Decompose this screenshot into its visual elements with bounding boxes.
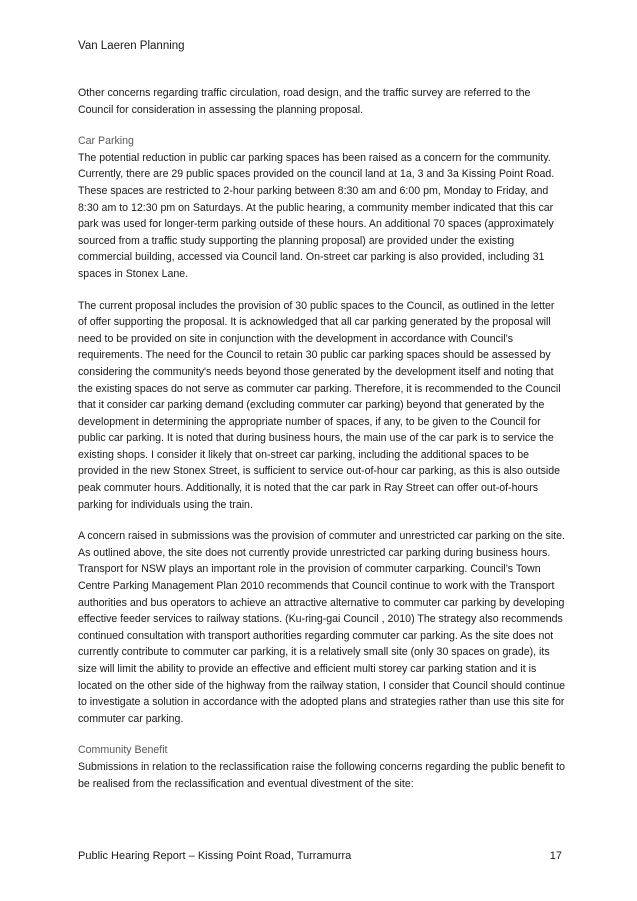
footer-page-number: 17 — [549, 850, 562, 862]
header-company-name: Van Laeren Planning — [78, 40, 185, 52]
community-benefit-heading: Community Benefit — [78, 744, 168, 757]
intro-paragraph: Other concerns regarding traffic circulation, road design, and the traffic survey are referred to the Council for consideration in assessing the planning proposal. — [78, 87, 531, 116]
car-parking-paragraph-1: The potential reduction in public car parking spaces has been raised as a concern for the community. Currently, there are 29 public spaces provided on the council land at 1a, 3 and 3a Kissing Point Road. These spaces are restricted to 2-hour parking between 8:30 am and 6:00 pm, Monday to Friday, and 8:30 am to 12:30 pm on Saturdays. At the public hearing, a community member indicated that this car park was used for longer-term parking outside of these hours. An additional 70 spaces (approximately sourced from a traffic study supporting the planning proposal) are provided under the existing commercial building, accessed via Council land. On-street car parking is also provided, including 31 spaces in Stonex Lane. — [78, 151, 555, 280]
page-body — [78, 85, 566, 807]
footer-report-title: Public Hearing Report – Kissing Point Road, Turramurra — [78, 850, 352, 862]
car-parking-paragraph-2: The current proposal includes the provision of 30 public spaces to the Council, as outlined in the letter of offer supporting the proposal. It is acknowledged that all car parking generated by the proposal will need to be provided on site in conjunction with the development in accordance with Council’s requirements. The need for the Council to retain 30 public car parking spaces should be assessed by considering the community's needs beyond those generated by the development itself and noting that the existing spaces do not serve as commuter car parking. Therefore, it is recommended to the Council that it consider car parking demand (excluding commuter car parking) beyond that generated by the development in determining the appropriate number of spaces, if any, to be given to the Council for public car parking. It is noted that during business hours, the main use of the car park is to service the existing shops. I consider it likely that on-street car parking, including the additional spaces to be provided in the new Stonex Street, is sufficient to service out-of-hour car parking, as this is also outside peak commuter hours. Additionally, it is noted that the car park in Ray Street can offer out-of-hours parking for individuals using the train. — [78, 299, 561, 511]
page-header — [78, 38, 185, 54]
community-benefit-paragraph: Submissions in relation to the reclassification raise the following concerns regarding the public benefit to be realised from the reclassification and eventual divestment of the site: — [78, 760, 565, 790]
page-footer — [78, 848, 562, 864]
car-parking-heading: Car Parking — [78, 135, 134, 148]
car-parking-paragraph-3: A concern raised in submissions was the provision of commuter and unrestricted car parking on the site. As outlined above, the site does not currently provide unrestricted car parking during business hours. Transport for NSW plays an important role in the provision of commuter carparking. Council’s Town Centre Parking Management Plan 2010 recommends that Council continue to work with the Transport authorities and bus operators to achieve an attractive alternative to commuter car parking by developing effective feeder services to railway stations. (Ku-ring-gai Council , 2010) The strategy also recommends continued consultation with transport authorities regarding commuter car parking. As the site does not currently contribute to commuter car parking, it is a relatively small site (only 30 spaces on grade), its size will limit the ability to provide an effective and efficient multi storey car parking station and it is located on the other side of the highway from the railway station, I consider that Council should continue to investigate a solution in accordance with the adopted plans and strategies rather than use this site for commuter car parking. — [78, 530, 566, 725]
